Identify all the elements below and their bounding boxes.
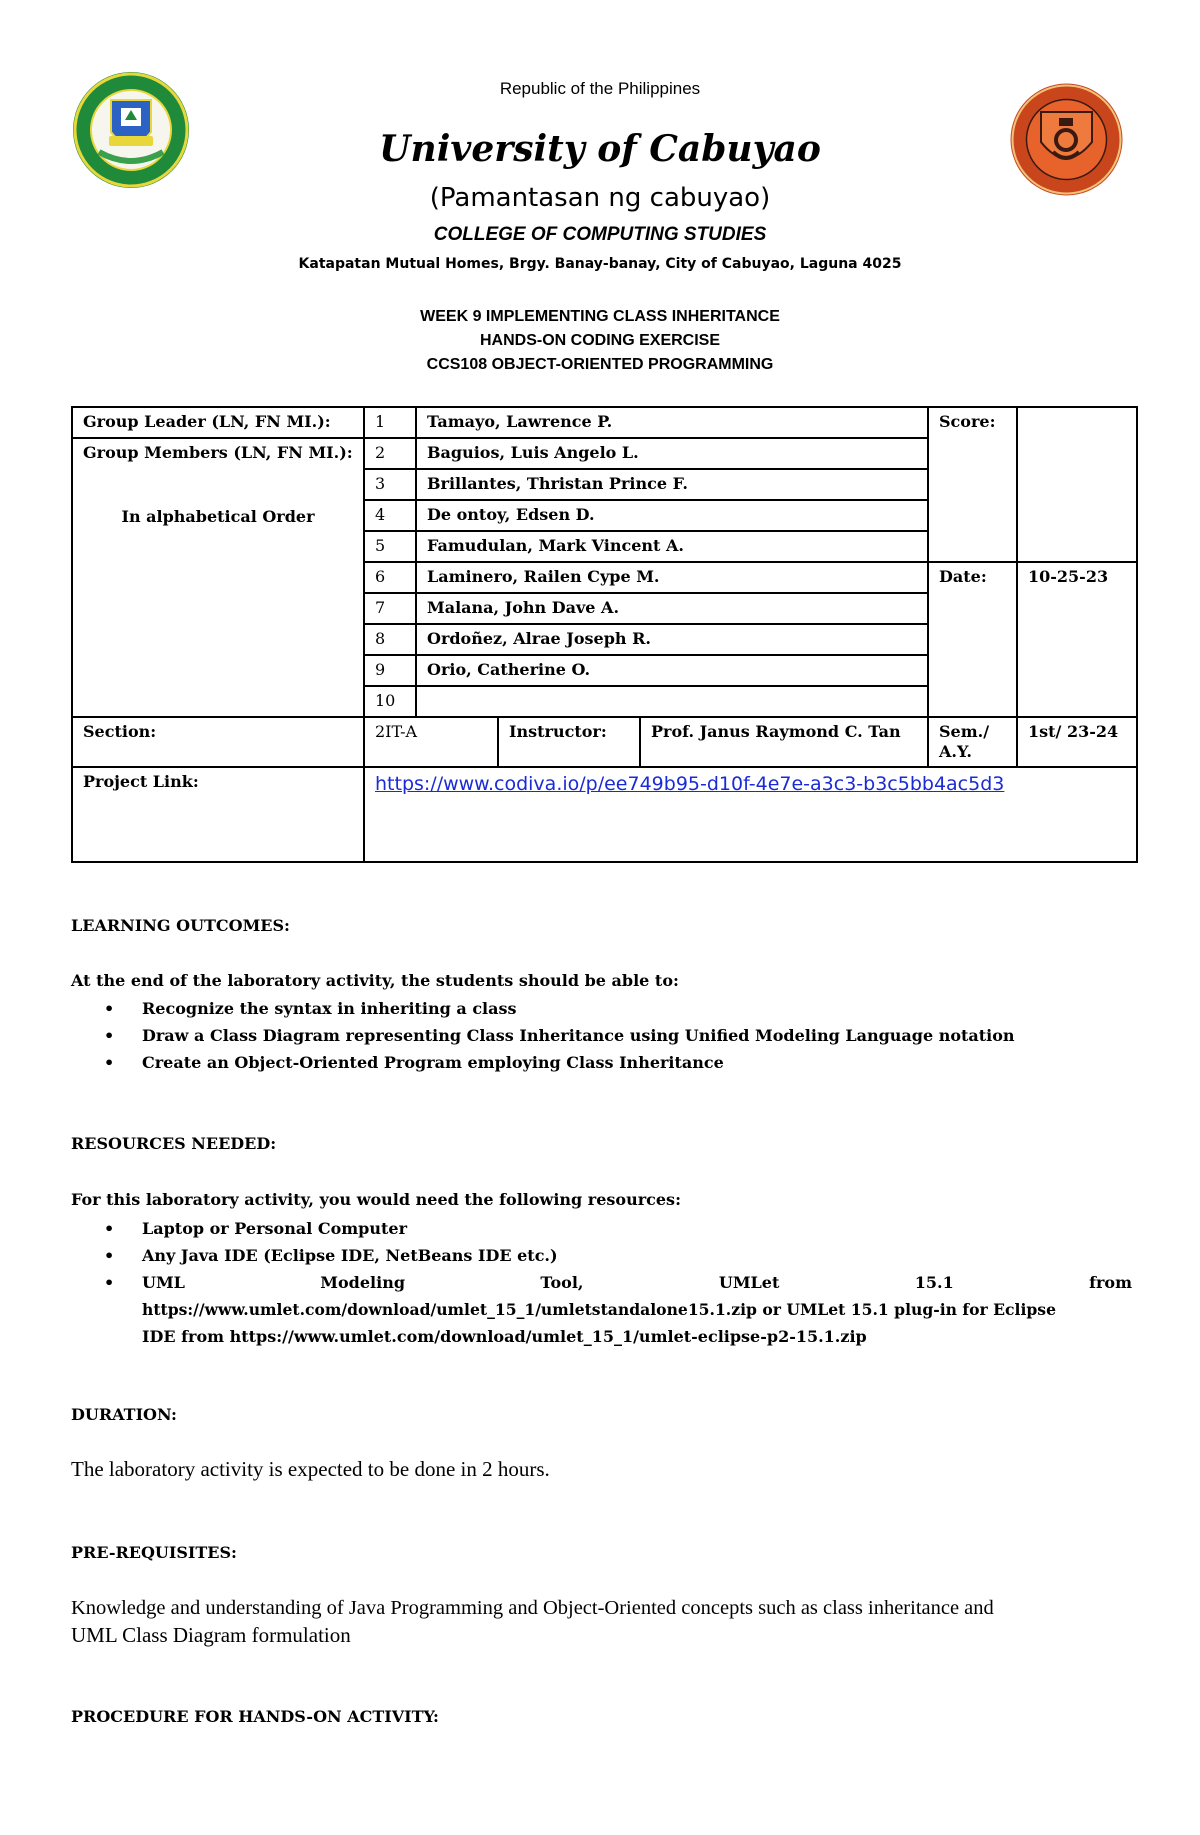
leader-label: Group Leader (LN, FN MI.):	[72, 407, 364, 438]
country-line: Republic of the Philippines	[499, 79, 701, 98]
sem-value: 1st/ 23-24	[1017, 717, 1137, 767]
instructor-value: Prof. Janus Raymond C. Tan	[640, 717, 928, 767]
member-num: 4	[364, 500, 416, 531]
member-name: Ordoñez, Alrae Joseph R.	[416, 624, 928, 655]
group-info-table	[71, 406, 1138, 863]
date-label: Date:	[928, 562, 1017, 717]
member-name: Orio, Catherine O.	[416, 655, 928, 686]
resources-list	[100, 1215, 1132, 1350]
prereq-text-1: Knowledge and understanding of Java Programming and Object-Oriented concepts such as class inheritance and	[71, 1597, 994, 1619]
resource-line: https://www.umlet.com/download/umlet_15_1/umletstandalone15.1.zip or UMLet 15.1 plug-in for Eclipse	[142, 1300, 1056, 1319]
procedure-heading: PROCEDURE FOR HANDS-ON ACTIVITY:	[71, 1707, 439, 1726]
list-item: • Draw a Class Diagram representing Class Inheritance using Unified Modeling Language notation	[100, 1022, 1100, 1049]
member-num: 9	[364, 655, 416, 686]
duration-text: The laboratory activity is expected to be done in 2 hours.	[71, 1457, 550, 1481]
address-line: Katapatan Mutual Homes, Brgy. Banay-banay, City of Cabuyao, Laguna 4025	[298, 256, 902, 272]
activity-title-1: WEEK 9 IMPLEMENTING CLASS INHERITANCE	[420, 308, 780, 325]
list-item: • Recognize the syntax in inheriting a class	[100, 995, 1100, 1022]
member-num: 1	[364, 407, 416, 438]
list-item: • Laptop or Personal Computer	[100, 1215, 1132, 1242]
resource-line: • UML Modeling Tool, UMLet 15.1 from	[142, 1273, 1132, 1292]
prereq-text-2: UML Class Diagram formulation	[71, 1623, 351, 1647]
members-label: Group Members (LN, FN MI.):	[83, 443, 353, 462]
college-name: COLLEGE OF COMPUTING STUDIES	[433, 224, 767, 245]
member-num: 2	[364, 438, 416, 469]
project-link[interactable]: https://www.codiva.io/p/ee749b95-d10f-4e7e-a3c3-b3c5bb4ac5d3	[375, 773, 1005, 795]
section-label: Section:	[72, 717, 364, 767]
order-label: In alphabetical Order	[121, 507, 315, 526]
list-item: • Any Java IDE (Eclipse IDE, NetBeans IDE etc.)	[100, 1242, 1132, 1269]
date-value: 10-25-23	[1017, 562, 1137, 717]
score-value[interactable]	[1017, 407, 1137, 562]
duration-heading: DURATION:	[71, 1405, 177, 1424]
member-num: 5	[364, 531, 416, 562]
score-label: Score:	[928, 407, 1017, 562]
university-name: University of Cabuyao	[379, 128, 821, 170]
university-local-name: (Pamantasan ng cabuyao)	[429, 183, 771, 213]
member-name: De ontoy, Edsen D.	[416, 500, 928, 531]
resource-line: IDE from https://www.umlet.com/download/umlet_15_1/umlet-eclipse-p2-15.1.zip	[142, 1327, 867, 1346]
member-num: 6	[364, 562, 416, 593]
instructor-label: Instructor:	[498, 717, 640, 767]
learning-intro: At the end of the laboratory activity, the students should be able to:	[71, 971, 679, 990]
sem-label: Sem./ A.Y.	[928, 717, 1017, 767]
prereq-heading: PRE-REQUISITES:	[71, 1543, 237, 1562]
learning-list	[100, 995, 1100, 1076]
activity-title-3: CCS108 OBJECT-ORIENTED PROGRAMMING	[426, 356, 774, 373]
member-name: Malana, John Dave A.	[416, 593, 928, 624]
activity-title-2: HANDS-ON CODING EXERCISE	[479, 332, 721, 349]
section-value: 2IT-A	[364, 717, 498, 767]
member-num: 8	[364, 624, 416, 655]
resources-intro: For this laboratory activity, you would need the following resources:	[71, 1190, 681, 1209]
list-item: • Create an Object-Oriented Program employing Class Inheritance	[100, 1049, 1100, 1076]
member-num: 3	[364, 469, 416, 500]
members-label-cell	[72, 438, 364, 717]
project-label: Project Link:	[72, 767, 364, 862]
member-name	[416, 686, 928, 717]
learning-heading: LEARNING OUTCOMES:	[71, 916, 290, 935]
member-name: Tamayo, Lawrence P.	[416, 407, 928, 438]
resources-heading: RESOURCES NEEDED:	[71, 1134, 277, 1153]
member-num: 10	[364, 686, 416, 717]
member-name: Famudulan, Mark Vincent A.	[416, 531, 928, 562]
member-name: Baguios, Luis Angelo L.	[416, 438, 928, 469]
project-link-cell	[364, 767, 1137, 862]
member-name: Laminero, Railen Cype M.	[416, 562, 928, 593]
member-name: Brillantes, Thristan Prince F.	[416, 469, 928, 500]
list-item	[100, 1269, 1132, 1350]
member-num: 7	[364, 593, 416, 624]
